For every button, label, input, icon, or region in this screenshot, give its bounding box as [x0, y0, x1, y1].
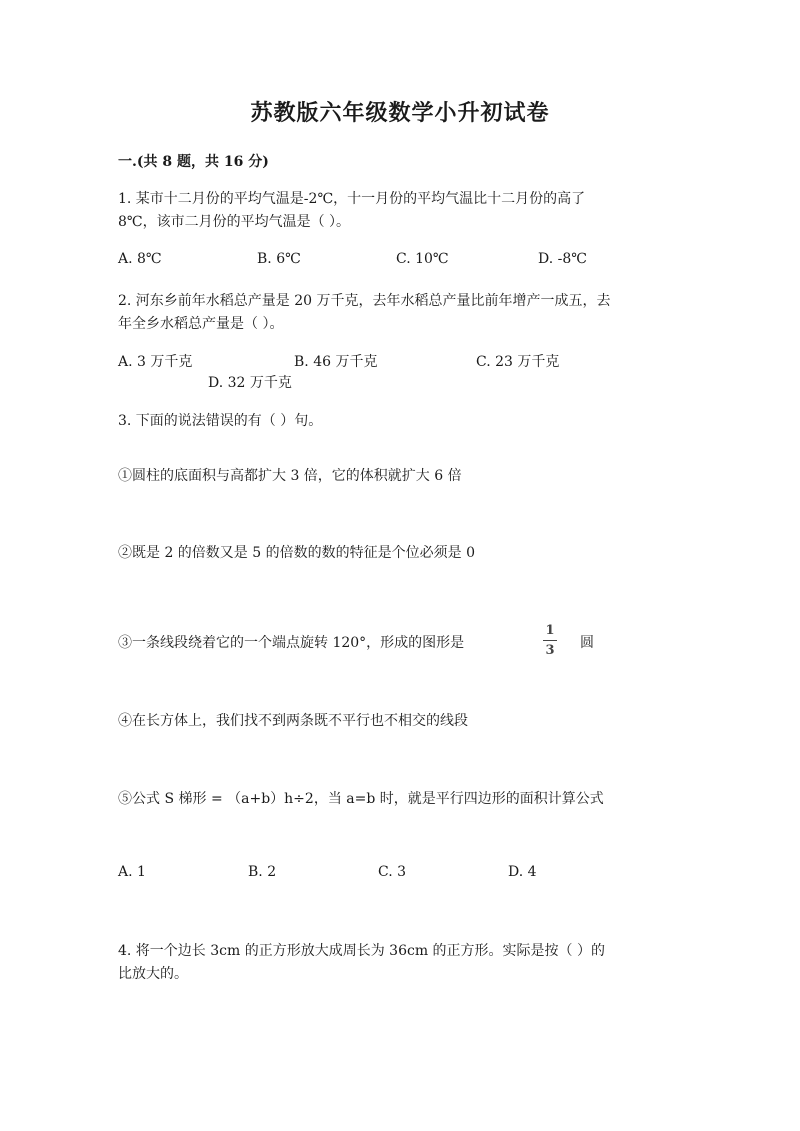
- question-1-option-b: B. 6℃: [257, 251, 301, 267]
- question-1-option-a: A. 8℃: [118, 251, 162, 267]
- question-3-option-c: C. 3: [378, 864, 407, 880]
- question-3-statement-5: ⑤公式 S 梯形 = （a+b）h÷2，当 a=b 时，就是平行四边形的面积计算公式: [118, 791, 604, 807]
- fraction-denominator: 3: [545, 643, 555, 658]
- question-2-option-b: B. 46 万千克: [294, 354, 378, 370]
- question-3-option-d: D. 4: [508, 864, 537, 880]
- fraction-one-third: [541, 624, 559, 657]
- question-4-line-2: 比放大的。: [118, 966, 188, 982]
- question-2-line-2: 年全乡水稻总产量是（ ）。: [118, 316, 284, 332]
- question-3-option-a: A. 1: [118, 864, 146, 880]
- question-3-statement-4: ④在长方体上，我们找不到两条既不平行也不相交的线段: [118, 713, 468, 729]
- question-3-statement-1: ①圆柱的底面积与高都扩大 3 倍，它的体积就扩大 6 倍: [118, 468, 462, 484]
- question-2-option-c: C. 23 万千克: [476, 354, 560, 370]
- question-3-statement-2: ②既是 2 的倍数又是 5 的倍数的数的特征是个位必须是 0: [118, 545, 475, 561]
- question-2-option-d: D. 32 万千克: [208, 375, 292, 391]
- question-3-statement-3-suffix: 圆: [580, 635, 594, 651]
- question-3-option-b: B. 2: [248, 864, 277, 880]
- section-heading: 一.(共 8 题，共 16 分): [118, 154, 269, 170]
- fraction-bar: [543, 640, 557, 641]
- question-1-line-1: 1. 某市十二月份的平均气温是-2℃，十一月份的平均气温比十二月份的高了: [118, 191, 586, 207]
- question-1-option-c: C. 10℃: [396, 251, 449, 267]
- question-2-line-1: 2. 河东乡前年水稻总产量是 20 万千克，去年水稻总产量比前年增产一成五，去: [118, 293, 611, 309]
- question-3-stem: 3. 下面的说法错误的有（ ）句。: [118, 413, 323, 429]
- question-3-statement-3: ③一条线段绕着它的一个端点旋转 120°，形成的图形是: [118, 635, 465, 651]
- fraction-numerator: 1: [545, 623, 555, 638]
- question-1-line-2: 8℃，该市二月份的平均气温是（ ）。: [118, 214, 351, 230]
- question-4-line-1: 4. 将一个边长 3cm 的正方形放大成周长为 36cm 的正方形。实际是按（ ）的: [118, 943, 606, 959]
- question-1-option-d: D. -8℃: [538, 251, 587, 267]
- page-title: 苏教版六年级数学小升初试卷: [250, 100, 550, 126]
- question-2-option-a: A. 3 万千克: [118, 354, 193, 370]
